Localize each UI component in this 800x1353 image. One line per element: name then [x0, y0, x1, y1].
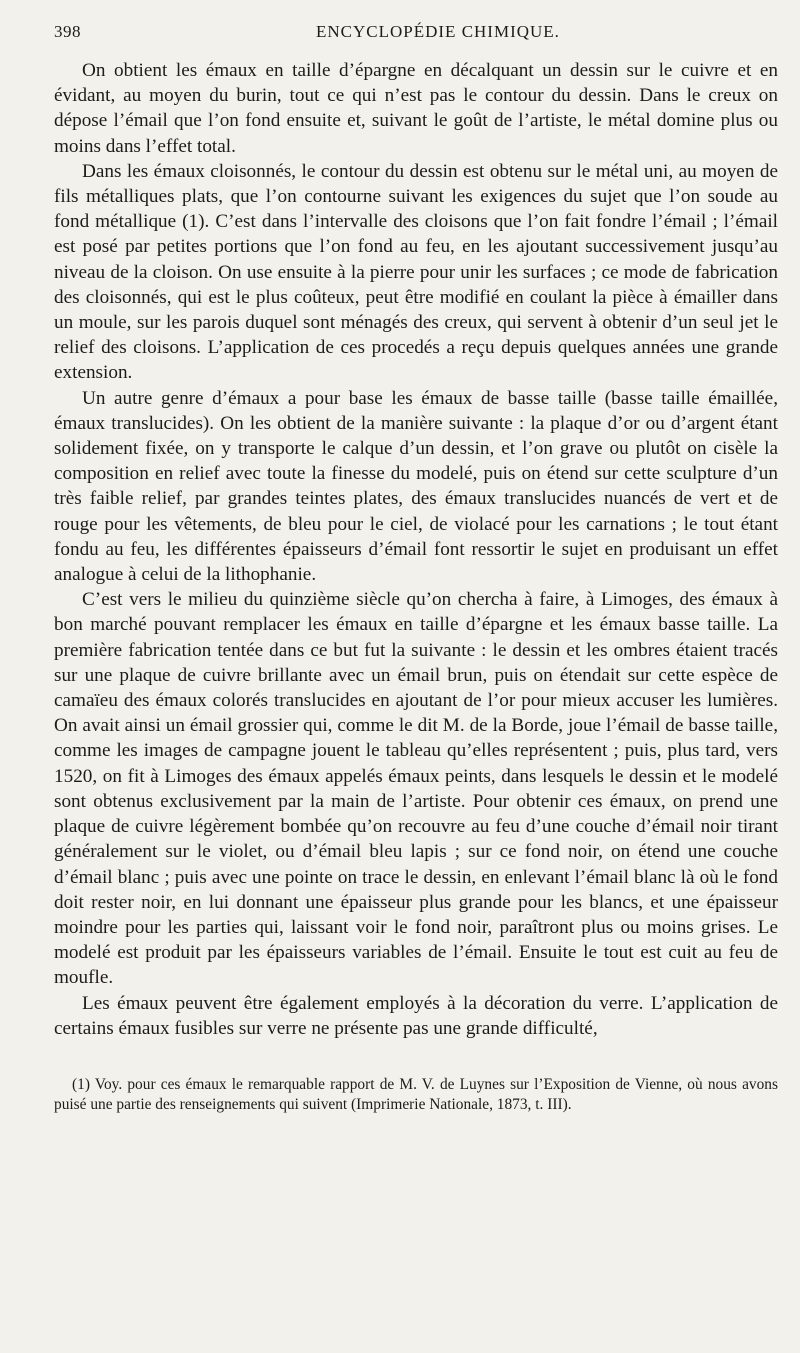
paragraph: On obtient les émaux en taille d’épargne en décalquant un dessin sur le cuivre et en évidant, au moyen du burin, tout ce qui n’est pas le contour du dessin. Dans le creux on dépose l’émail que l’on fond ensuite et, suivant le goût de l’artiste, le métal domine plus ou moins dans l’effet total. [54, 60, 778, 157]
footnotes [54, 1075, 778, 1115]
footnote: (1) Voy. pour ces émaux le remarquable rapport de M. V. de Luynes sur l’Exposition de Vienne, où nous avons puisé une partie des renseignements qui suivent (Imprimerie Nationale, 1873, t. III). [54, 1075, 778, 1113]
page-number: 398 [54, 22, 81, 41]
body-text [54, 58, 778, 1041]
paragraph: Un autre genre d’émaux a pour base les émaux de basse taille (basse taille émaillée, émaux translucides). On les obtient de la manière suivante : la plaque d’or ou d’argent étant solidement fixée, on y transporte le calque d’un dessin, et l’on grave ou plutôt on cisèle la composition en relief avec toute la finesse du modelé, puis on étend sur cette sculpture d’un très faible relief, par grandes teintes plates, des émaux translucides nuancés de vert et de rouge pour les vêtements, de bleu pour le ciel, de violacé pour les carnations ; le tout étant fondu au feu, les différentes épaisseurs d’émail font ressortir le sujet en produisant un effet analogue à celui de la lithophanie. [54, 387, 778, 586]
paragraph: Dans les émaux cloisonnés, le contour du dessin est obtenu sur le métal uni, au moyen de fils métalliques plats, que l’on contourne suivant les exigences du sujet que l’on soude au fond métallique (1). C’est dans l’intervalle des cloisons que l’on fait fondre l’émail ; l’émail est posé par petites portions que l’on fond au feu, en les ajoutant successivement jusqu’au niveau de la cloison. On use ensuite à la pierre pour unir les surfaces ; ce mode de fabrication des cloisonnés, qui est le plus coûteux, peut être modifié en coulant la pièce à émailler dans un moule, sur les parois duquel sont ménagés des creux, qui servent à obtenir d’un seul jet le relief des cloisons. L’application de ces procedés a reçu depuis quelques années une grande extension. [54, 160, 778, 384]
page-header [54, 22, 778, 52]
running-head: ENCYCLOPÉDIE CHIMIQUE. [316, 22, 560, 41]
paragraph: Les émaux peuvent être également employés à la décoration du verre. L’application de certains émaux fusibles sur verre ne présente pas une grande difficulté, [54, 992, 778, 1039]
paragraph: C’est vers le milieu du quinzième siècle qu’on chercha à faire, à Limoges, des émaux à bon marché pouvant remplacer les émaux en taille d’épargne et les émaux basse taille. La première fabrication tentée dans ce but fut la suivante : le dessin et les ombres étaient tracés sur une plaque de cuivre brillante avec un émail brun, puis on étendait sur cette espèce de camaïeu des émaux colorés translucides en ajoutant de l’or pour mieux accuser les lumières. On avait ainsi un émail grossier qui, comme le dit M. de la Borde, joue l’émail de basse taille, comme les images de campagne jouent le tableau qu’elles représentent ; puis, plus tard, vers 1520, on fit à Limoges des émaux appelés émaux peints, dans lesquels le dessin et le modelé sont obtenus exclusivement par la main de l’artiste. Pour obtenir ces émaux, on prend une plaque de cuivre légèrement bombée qu’on recouvre au feu d’une couche d’émail noir tirant généralement sur le violet, ou d’émail bleu lapis ; sur ce fond noir, on étend une couche d’émail blanc ; puis avec une pointe on trace le dessin, en enlevant l’émail blanc là où le fond doit rester noir, en lui donnant une épaisseur plus grande pour les blancs, et une épaisseur moindre pour les parties qui, laissant voir le fond noir, paraîtront plus ou moins grises. Le modelé est produit par les épaisseurs variables de l’émail. Ensuite le tout est cuit au feu de moufle. [54, 589, 778, 989]
